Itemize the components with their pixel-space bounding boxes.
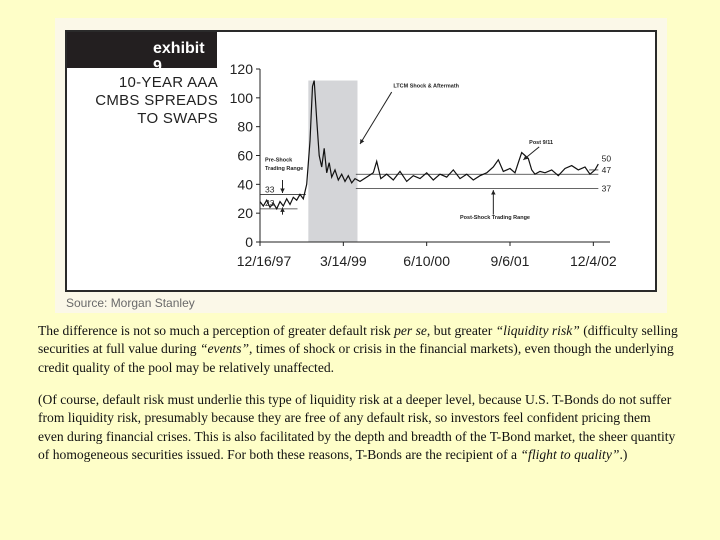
y-tick-label: 120 [229,61,253,77]
annotation-label: Post 9/11 [529,139,554,146]
paragraph-1 [38,322,678,377]
y-tick-label: 40 [237,176,253,193]
paragraph-1-events: “events” [199,341,250,357]
chart-title-line-1: 10-YEAR AAA [118,74,218,91]
paragraph-1-liquidity-risk: “liquidity risk” [495,323,580,338]
x-tick-label: 9/6/01 [490,253,530,269]
annotation-arrowhead [491,190,496,194]
paragraph-2-text-a: (Of course, default risk must underlie this type of liquidity risk at a deeper level, because U.S. T-Bonds do not suffer from liquidity risk, presumably because they are free of any default risk, so investors feel confident pricing them even during financial crises. This is also facilitated by the depth and breadth of the T-Bond market, the sheer quantity of homogeneous securities issued. For both these reasons, T-Bonds are the recipient of a [38,392,676,462]
x-tick-label: 12/4/02 [569,253,617,269]
x-tick-label: 6/10/00 [403,253,451,269]
paragraph-2-text-c: .) [619,446,628,462]
chart-layer [230,61,617,269]
annotation-arrowhead [280,189,285,193]
paragraph-1-text-c: , but greater [426,323,496,338]
y-tick-label: 0 [245,234,253,250]
annotation-arrow [360,92,392,144]
annotation-arrowhead [280,207,285,211]
level-label: 23 [265,197,275,208]
annotation-label: Pre-Shock [265,157,293,164]
y-tick-label: 100 [229,89,253,106]
source-note: Source: Morgan Stanley [66,296,195,310]
chart-title-line-3: TO SWAPS [137,110,218,127]
paragraph-2-flight-to-quality: “flight to quality” [520,446,620,462]
paragraph-1-text-g: , times of shock or crisis in the financial markets), even though the underlying credit quality of the pool may be relatively unaffected. [38,341,674,375]
chart-title-line-2: CMBS SPREADS [95,92,218,109]
paragraph-1-text-e: (difficulty selling securities at full value during [38,323,678,357]
paragraph-2 [38,391,678,464]
paragraph-1-text-a: The difference is not so much a perception of greater default risk [38,323,395,338]
annotation-label: LTCM Shock & Aftermath [393,83,460,90]
level-label: 50 [601,153,612,164]
annotation-label: Trading Range [265,165,304,172]
y-tick-label: 20 [237,205,253,222]
x-tick-label: 3/14/99 [319,253,367,269]
level-label: 33 [265,184,275,195]
level-label: 47 [601,164,612,175]
exhibit-label: exhibit 9 [67,32,217,68]
paragraph-1-per-se: per se [394,323,427,338]
y-tick-label: 80 [237,118,253,135]
y-tick-label: 60 [237,147,253,164]
annotation-label: Post-Shock Trading Range [460,214,530,221]
x-tick-label: 12/16/97 [236,253,292,269]
level-label: 37 [601,183,612,194]
